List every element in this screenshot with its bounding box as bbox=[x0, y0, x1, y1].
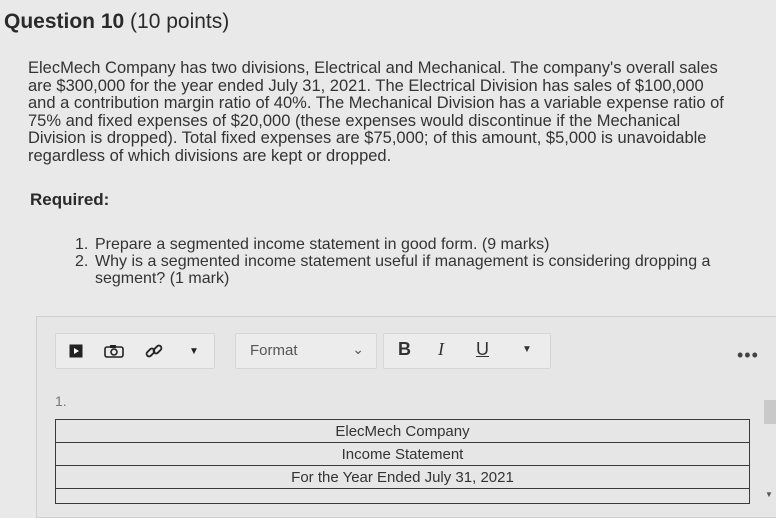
underline-button[interactable]: U bbox=[476, 339, 489, 359]
answer-editor[interactable] bbox=[36, 316, 776, 518]
requirement-number: 2. bbox=[75, 253, 89, 270]
statement-empty-cell[interactable] bbox=[56, 489, 750, 504]
format-dropdown[interactable] bbox=[235, 333, 377, 369]
question-points: (10 points) bbox=[130, 10, 230, 33]
text-style-toolbar-group bbox=[383, 333, 551, 369]
scrollbar-thumb[interactable] bbox=[764, 400, 776, 424]
question-title: Question 10 bbox=[4, 10, 125, 33]
camera-icon[interactable] bbox=[102, 334, 126, 368]
link-icon[interactable] bbox=[142, 334, 166, 368]
italic-button[interactable]: I bbox=[438, 339, 444, 359]
format-label: Format bbox=[250, 342, 298, 359]
requirement-item bbox=[75, 253, 765, 287]
insert-toolbar-group bbox=[55, 333, 215, 369]
problem-statement bbox=[28, 60, 773, 165]
statement-period-cell[interactable]: For the Year Ended July 31, 2021 bbox=[56, 466, 750, 489]
problem-line: regardless of which divisions are kept or dropped. bbox=[28, 146, 392, 165]
statement-title-cell[interactable]: Income Statement bbox=[56, 443, 750, 466]
question-header bbox=[4, 10, 229, 34]
line-number: 1. bbox=[55, 393, 67, 409]
income-statement-table[interactable] bbox=[55, 419, 750, 504]
more-options-icon[interactable]: ••• bbox=[737, 345, 759, 365]
problem-line: ElecMech Company has two divisions, Electrical and Mechanical. The company's overall sales bbox=[28, 59, 718, 77]
dropdown-arrow-icon[interactable]: ▼ bbox=[189, 345, 199, 357]
requirement-text: Why is a segmented income statement useful if management is considering dropping a segment? (1 mark) bbox=[95, 253, 711, 287]
bold-button[interactable]: B bbox=[398, 339, 411, 359]
problem-line: are $300,000 for the year ended July 31, 2021. The Electrical Division has sales of $100,000 bbox=[28, 76, 704, 95]
dropdown-arrow-icon[interactable]: ▼ bbox=[522, 344, 532, 355]
problem-line: Division is dropped). Total fixed expenses are $75,000; of this amount, $5,000 is unavoidable bbox=[28, 129, 707, 147]
requirement-text: Prepare a segmented income statement in good form. (9 marks) bbox=[95, 236, 550, 253]
requirement-number: 1. bbox=[75, 236, 89, 253]
required-heading: Required: bbox=[30, 190, 110, 209]
chevron-down-icon: ⌄ bbox=[352, 341, 364, 357]
problem-line: 75% and fixed expenses of $20,000 (these expenses would discontinue if the Mechanical bbox=[28, 111, 681, 130]
statement-company-cell[interactable]: ElecMech Company bbox=[56, 420, 750, 443]
problem-line: and a contribution margin ratio of 40%. The Mechanical Division has a variable expense ratio of bbox=[28, 94, 724, 112]
requirement-item bbox=[75, 236, 765, 253]
requirements-list bbox=[75, 236, 765, 287]
media-icon[interactable] bbox=[66, 334, 86, 368]
scroll-down-icon[interactable]: ▼ bbox=[765, 490, 773, 499]
